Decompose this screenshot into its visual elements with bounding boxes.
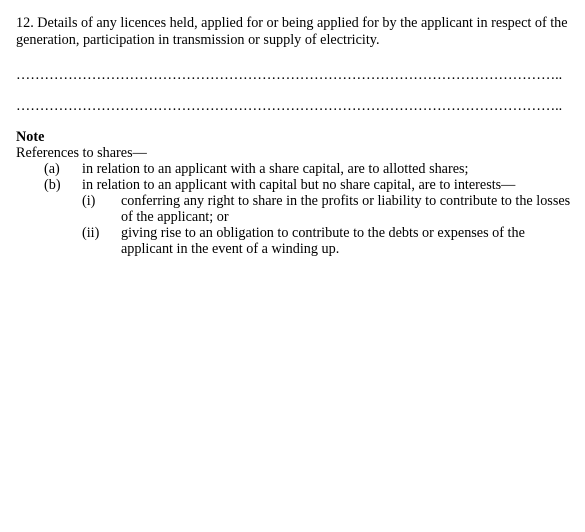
note-subitem-text: conferring any right to share in the profits or liability to contribute to the losses of the applicant; or bbox=[121, 193, 571, 225]
note-subitem-label: (ii) bbox=[82, 225, 100, 241]
note-heading: Note bbox=[16, 129, 45, 145]
answer-line-2: …………………………………………………………………………………………………….. bbox=[16, 99, 563, 113]
note-item-label: (a) bbox=[44, 161, 60, 177]
answer-line-1: …………………………………………………………………………………………………….. bbox=[16, 68, 563, 82]
note-item-text: in relation to an applicant with a share capital, are to allotted shares; bbox=[82, 161, 469, 177]
note-subitem-text: giving rise to an obligation to contribute to the debts or expenses of the applicant in the event of a winding up. bbox=[121, 225, 525, 257]
note-item-label: (b) bbox=[44, 177, 61, 193]
note-item-text: in relation to an applicant with capital but no share capital, are to interests— bbox=[82, 177, 516, 193]
question-12-text: 12. Details of any licences held, applied for or being applied for by the applicant in respect of the generation, participation in transmission or supply of electricity. bbox=[16, 15, 568, 48]
note-intro: References to shares— bbox=[16, 145, 147, 161]
note-subitem-label: (i) bbox=[82, 193, 96, 209]
